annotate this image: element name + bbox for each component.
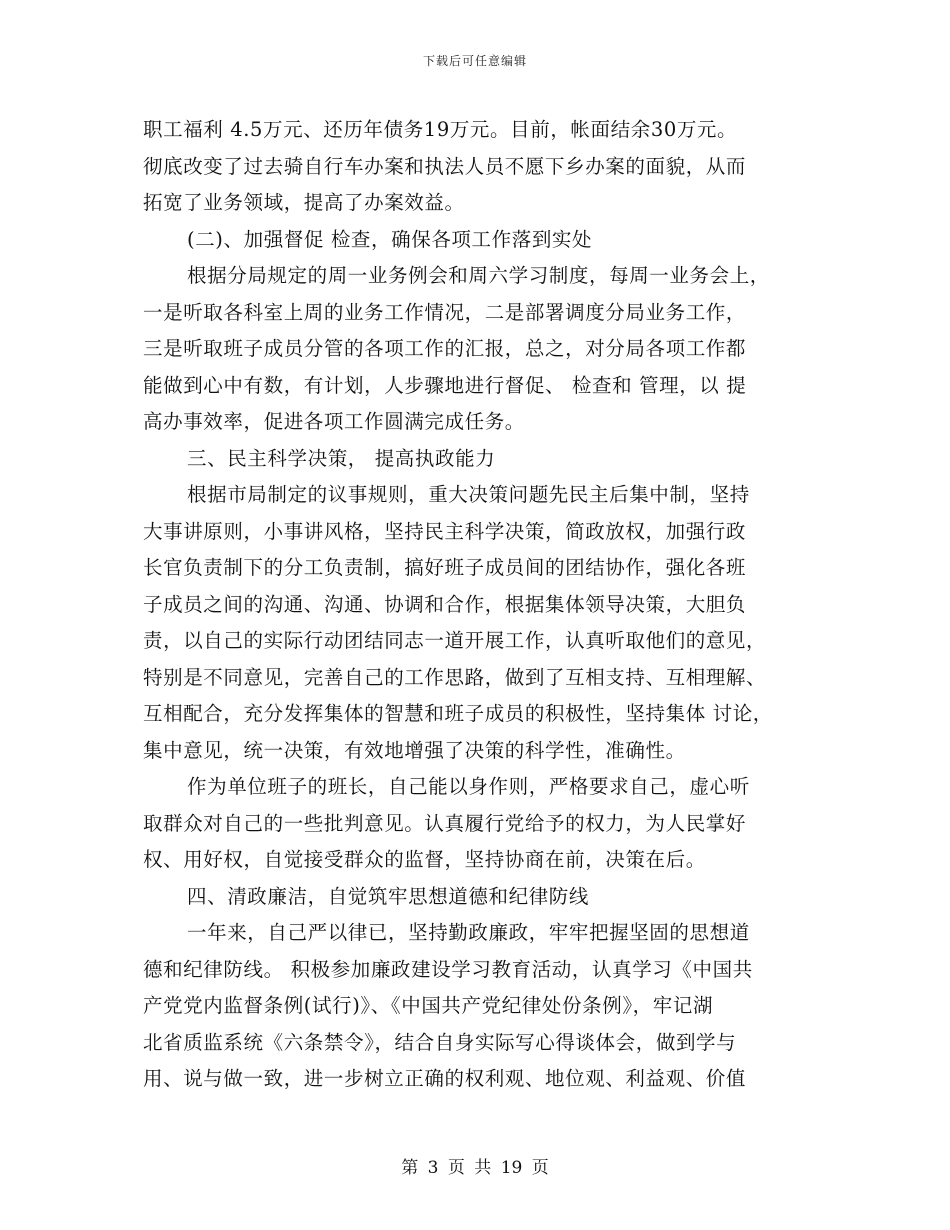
- text-line: 取群众对自己的一些批判意见。认真履行党给予的权力，为人民掌好: [143, 811, 747, 835]
- text-line: 长官负责制下的分工负责制，搞好班子成员间的团结协作，强化各班: [143, 556, 747, 579]
- text-line: 用、说与做一致，进一步树立正确的权利观、地位观、利益观、价值: [143, 1067, 747, 1090]
- text-line: 一是听取各科室上周的业务工作情况，二是部署调度分局业务工作，: [143, 300, 747, 324]
- text-line: 三、民主科学决策， 提高执政能力: [187, 446, 496, 470]
- text-line: 北省质监系统《六条禁令》，结合自身实际写心得谈体会，做到学与: [143, 1030, 737, 1054]
- text-line: 一年来，自己严以律已，坚持勤政廉政，牢牢把握坚固的思想道: [187, 921, 750, 944]
- page-footer: 第 3 页 共 19 页: [401, 1158, 549, 1178]
- text-line: 高办事效率，促进各项工作圆满完成任务。: [143, 410, 525, 433]
- text-line: 三是听取班子成员分管的各项工作的汇报，总之，对分局各项工作都: [143, 337, 747, 360]
- text-line: 责，以自己的实际行动团结同志一道开展工作，认真听取他们的意见，: [143, 629, 767, 652]
- text-line: 子成员之间的沟通、沟通、协调和合作，根据集体领导决策，大胆负: [143, 592, 747, 616]
- text-line: 大事讲原则，小事讲风格，坚持民主科学决策，简政放权，加强行政: [143, 519, 747, 543]
- text-line: 能做到心中有数，有计划，人步骤地进行督促、 检查和 管理，以 提: [143, 373, 747, 397]
- text-line: 职工福利 4.5万元、还历年债务19万元。目前，帐面结余30万元。: [143, 118, 738, 141]
- text-line: 彻底改变了过去骑自行车办案和执法人员不愿下乡办案的面貌，从而: [143, 154, 747, 178]
- text-line: 权、用好权，自觉接受群众的监督，坚持协商在前，决策在后。: [143, 848, 706, 871]
- text-line: 产党党内监督条例(试行)》、《中国共产党纪律处份条例》，牢记湖: [143, 994, 714, 1017]
- text-line: 作为单位班子的班长，自己能以身作则，严格要求自己，虚心听: [187, 775, 750, 798]
- text-line: 互相配合，充分发挥集体的智慧和班子成员的积极性，坚持集体 讨论，: [143, 702, 773, 725]
- text-line: 四、清政廉洁，自觉筑牢思想道德和纪律防线: [187, 884, 590, 908]
- text-line: 德和纪律防线。 积极参加廉政建设学习教育活动，认真学习《中国共: [143, 957, 753, 981]
- text-line: 根据市局制定的议事规则，重大决策问题先民主后集中制，坚持: [187, 483, 750, 506]
- page-header: 下载后可任意编辑: [422, 54, 527, 68]
- text-line: 拓宽了业务领域，提高了办案效益。: [143, 191, 465, 214]
- text-line: (二)、加强督促 检查，确保各项工作落到实处: [187, 227, 593, 251]
- text-line: 特别是不同意见，完善自己的工作思路，做到了互相支持、互相理解、: [143, 665, 767, 689]
- text-line: 根据分局规定的周一业务例会和周六学习制度，每周一业务会上，: [187, 264, 770, 287]
- document-body: [143, 112, 811, 1098]
- text-line: 集中意见，统一决策，有效地增强了决策的科学性，准确性。: [143, 738, 686, 762]
